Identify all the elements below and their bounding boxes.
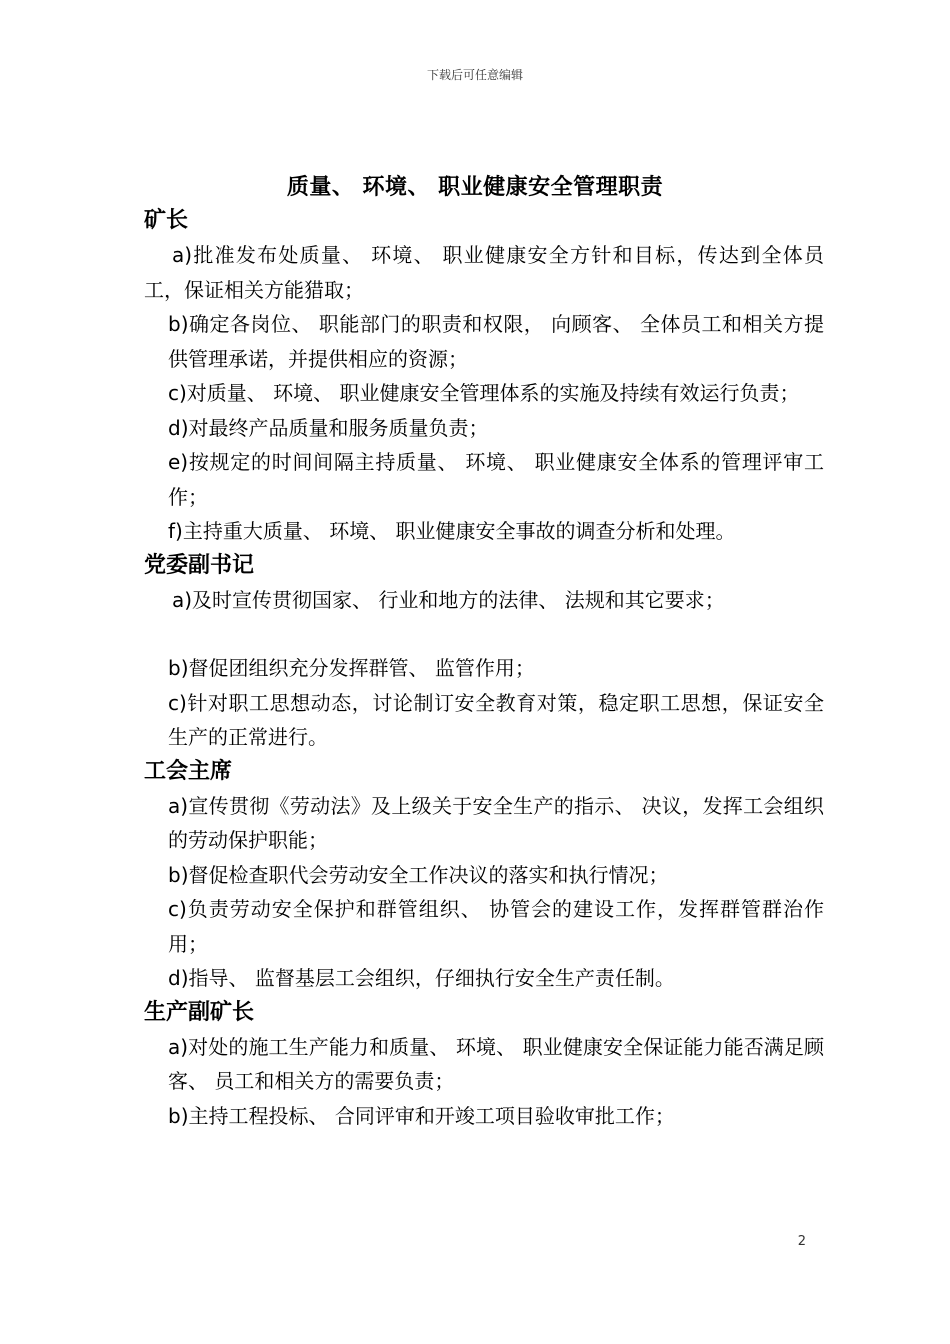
document-body [144,204,824,1133]
blank-line [144,617,824,651]
list-item: c)对质量、 环境、 职业健康安全管理体系的实施及持续有效运行负责； [168,381,800,405]
header-note: 下载后可任意编辑 [426,68,523,82]
list-item: c)负责劳动安全保护和群管组织、 协管会的建设工作，发挥群管群治作用； [168,897,824,956]
list-item: d)对最终产品质量和服务质量负责； [168,415,489,440]
list-item: a)宣传贯彻《劳动法》及上级关于安全生产的指示、 决议，发挥工会组织的劳动保护职能； [168,793,824,852]
list-item: a)对处的施工生产能力和质量、 环境、 职业健康安全保证能力能否满足顾客、 员工和相关方的需要负责； [168,1034,824,1093]
list-item: a)及时宣传贯彻国家、 行业和地方的法律、 法规和其它要求； [172,587,725,612]
section-production-deputy-director [144,996,824,1134]
page-number: 2 [797,1234,806,1249]
list-item: d)指导、 监督基层工会组织，仔细执行安全生产责任制。 [168,966,675,990]
list-item: b)确定各岗位、 职能部门的职责和权限， 向顾客、 全体员工和相关方提供管理承诺，并提供相应的资源； [168,312,824,371]
section-heading: 生产副矿长 [144,999,255,1025]
list-item: e)按规定的时间间隔主持质量、 环境、 职业健康安全体系的管理评审工作； [168,450,824,509]
list-item: b)督促团组织充分发挥群管、 监管作用； [168,656,535,680]
section-mine-director [144,204,824,549]
list-item: f)主持重大质量、 环境、 职业健康安全事故的调查分析和处理。 [168,519,736,543]
section-party-deputy-secretary [144,549,824,755]
document-title: 质量、 环境、 职业健康安全管理职责 [286,175,664,200]
section-heading: 矿长 [144,208,189,233]
section-heading: 党委副书记 [144,552,255,578]
list-item: a)批准发布处质量、 环境、 职业健康安全方针和目标，传达到全体员工，保证相关方能猎取； [144,243,824,302]
list-item: c)针对职工思想动态，讨论制订安全教育对策，稳定职工思想，保证安全生产的正常进行。 [168,690,824,749]
list-item: b)主持工程投标、 合同评审和开竣工项目验收审批工作； [168,1103,675,1128]
section-union-chairman [144,755,824,996]
list-item: b)督促检查职代会劳动安全工作决议的落实和执行情况； [168,862,669,887]
section-heading: 工会主席 [144,758,233,784]
